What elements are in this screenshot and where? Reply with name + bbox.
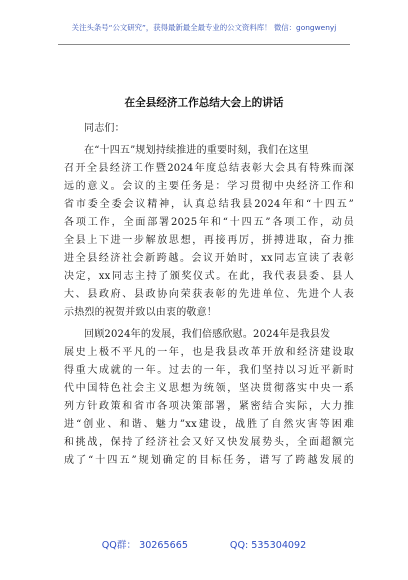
- paragraph-line: 各项工作，全面部署2025年和“十四五”各项工作，动员: [64, 217, 354, 228]
- paragraph-line: 省市委全委会议精神，认真总结我县2024年和“十四五”: [64, 199, 354, 210]
- footer-contact: [0, 537, 408, 551]
- header-note: 关注头条号“公文研究”，获得最新最全最专业的公文资料库！ 微信：gongwenyj: [71, 23, 337, 32]
- paragraph-line: 全县上下进一步解放思想，再接再厉，拼搏进取，奋力推: [64, 235, 354, 246]
- paragraph-line: 在“十四五”规划持续推进的重要时刻，我们在这里: [84, 145, 309, 156]
- paragraph-line: 远的意义。会议的主要任务是：学习贯彻中央经济工作和: [64, 181, 354, 192]
- paragraph-line: 进“创业、和谐、魅力”xx建设，战胜了自然灾害等困难: [64, 419, 354, 430]
- header-divider: [58, 44, 350, 45]
- paragraph-line: 展史上极不平凡的一年，也是我县改革开放和经济建设取: [64, 347, 354, 358]
- paragraph-line: 示热烈的祝贺并致以由衷的敬意！: [64, 307, 217, 318]
- document-body: [64, 120, 354, 470]
- footer-qq-group: QQ群： 30265665: [101, 540, 188, 551]
- paragraph-line: 代中国特色社会主义思想为统领，坚决贯彻落实中央一系: [64, 383, 354, 394]
- paragraph-line: 决定，xx同志主持了颁奖仪式。在此，我代表县委、县人: [64, 271, 354, 282]
- paragraph-line: 进全县经济社会新跨越。会议开始时，xx同志宣读了表彰: [64, 253, 354, 264]
- paragraph-line: 大、县政府、县政协向荣获表彰的先进单位、先进个人表: [64, 289, 354, 300]
- paragraph-line: 列方针政策和省市各项决策部署，紧密结合实际，大力推: [64, 401, 354, 412]
- paragraph-line: 成了“十四五”规划确定的目标任务，谱写了跨越发展的: [64, 455, 354, 466]
- paragraph-line: 回顾2024年的发展，我们倍感欣慰。2024年是我县发: [84, 329, 331, 340]
- page-title: 在全县经济工作总结大会上的讲话: [124, 97, 284, 109]
- footer-qq: QQ: 535304092: [229, 540, 307, 551]
- paragraph-line: 召开全县经济工作暨2024年度总结表彰大会具有特殊而深: [64, 163, 354, 174]
- paragraph-line: 得重大成就的一年。过去的一年，我们坚持以习近平新时: [64, 365, 354, 376]
- paragraph-line: 和挑战，保持了经济社会又好又快发展势头，全面超额完: [64, 437, 354, 448]
- greeting: 同志们：: [84, 123, 125, 134]
